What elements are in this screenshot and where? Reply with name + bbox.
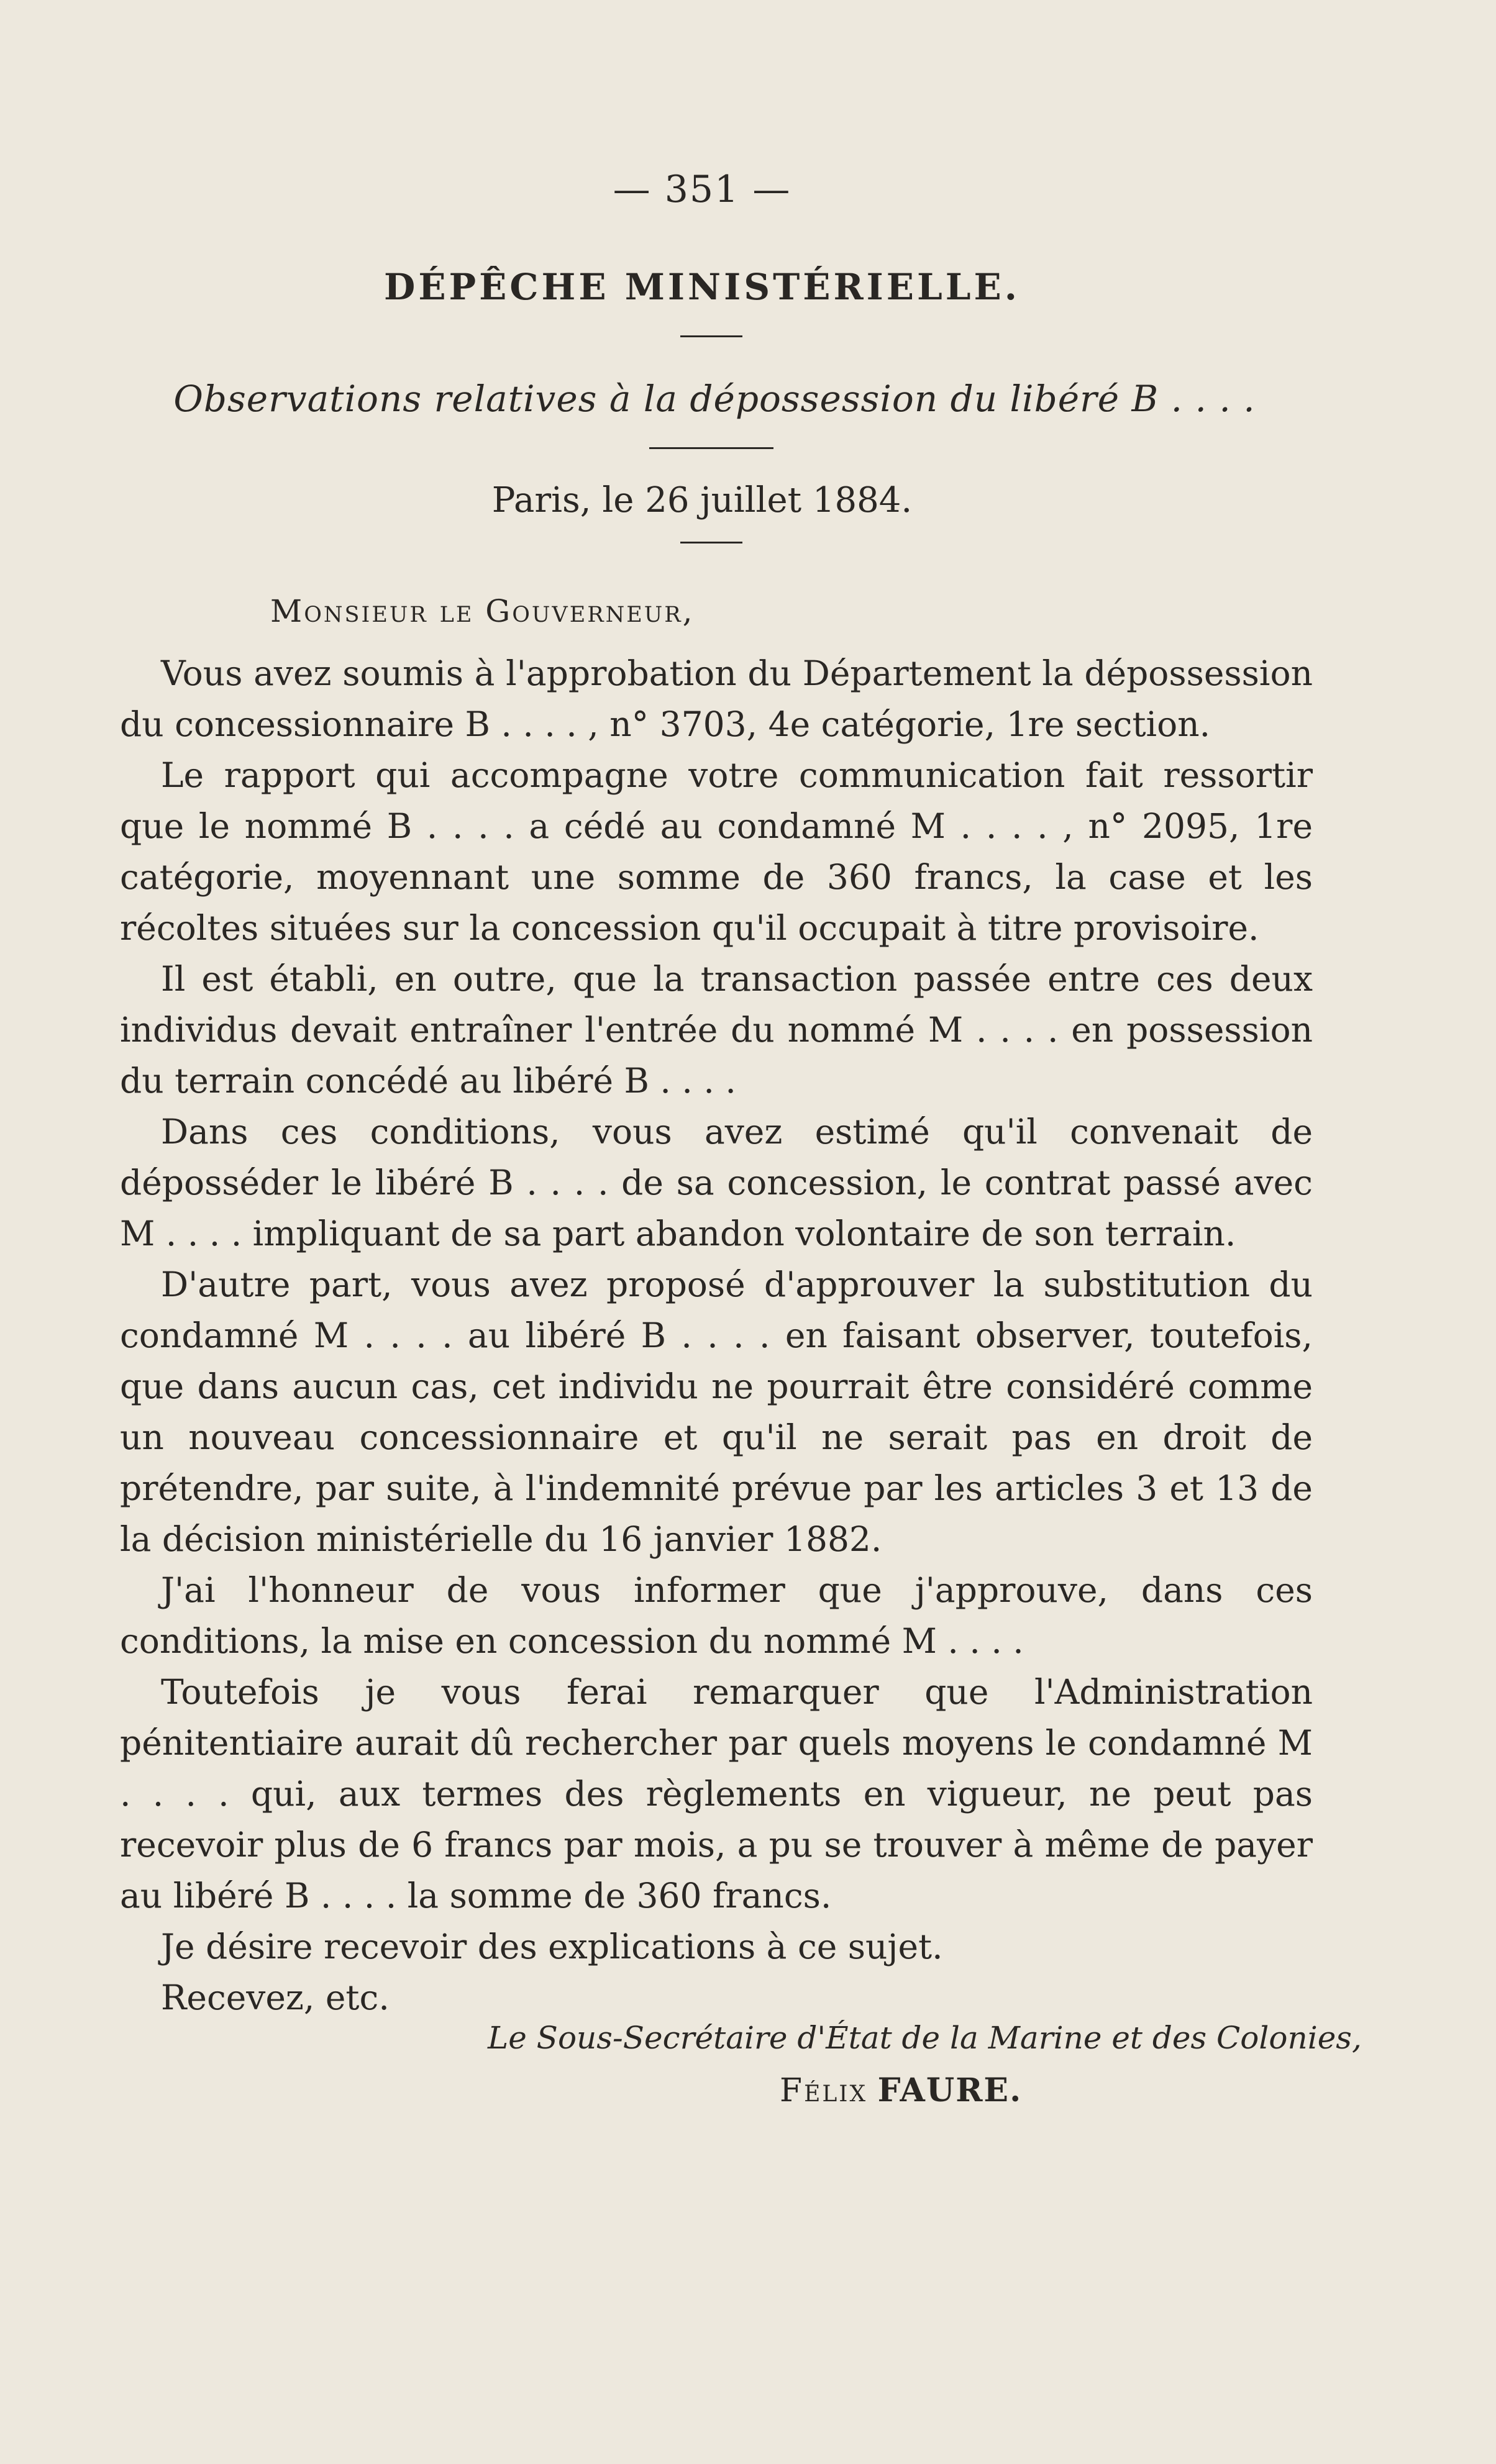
signature-given-name: Félix (780, 2072, 868, 2109)
signature-family-name: FAURE. (877, 2071, 1023, 2109)
paragraph-4: Dans ces conditions, vous avez estimé qu'il convenait de déposséder le libéré B . . . . de sa concession, le contrat passé avec M . . . . impliquant de sa part abandon volontaire de son terrain. (120, 1112, 1313, 1253)
dateline-divider (680, 542, 742, 543)
document-heading: DÉPÊCHE MINISTÉRIELLE. (384, 266, 1020, 308)
paragraph-8: Je désire recevoir des explications à ce sujet. (161, 1927, 943, 1966)
page-number: — 351 — (613, 168, 791, 211)
heading-divider (680, 335, 742, 337)
paragraph-3: Il est établi, en outre, que la transaction passée entre ces deux individus devait entraîner l'entrée du nommé M . . . . en possession du terrain concédé au libéré B . . . . (120, 959, 1313, 1101)
paragraph-9: Recevez, etc. (161, 1978, 390, 2017)
paragraph-5: D'autre part, vous avez proposé d'approuver la substitution du condamné M . . . . au libéré B . . . . en faisant observer, toutefois, que dans aucun cas, cet individu ne pourrait être considéré comme un nouveau concessionnaire et qu'il ne serait pas en droit de prétendre, par suite, à l'indemnité prévue par les articles 3 et 13 de la décision ministérielle du 16 janvier 1882. (120, 1265, 1313, 1559)
signature-title: Le Sous-Secrétaire d'État de la Marine et des Colonies, (488, 2020, 1362, 2056)
subtitle-divider (649, 447, 773, 449)
paragraph-7: Toutefois je vous ferai remarquer que l'Administration pénitentiaire aurait dû rechercher par quels moyens le condamné M . . . . qui, aux termes des règlements en vigueur, ne peut pas recevoir plus de 6 francs par mois, a pu se trouver à même de payer au libéré B . . . . la somme de 360 francs. (120, 1672, 1313, 1916)
document-subtitle: Observations relatives à la dépossession du libéré B . . . . (173, 378, 1256, 420)
dateline: Paris, le 26 juillet 1884. (491, 480, 913, 521)
letter-body (120, 648, 1313, 2023)
paragraph-2: Le rapport qui accompagne votre communication fait ressortir que le nommé B . . . . a cédé au condamné M . . . . , n° 2095, 1re catégorie, moyennant une somme de 360 francs, la case et les récoltes situées sur la concession qu'il occupait à titre provisoire. (120, 755, 1313, 948)
paragraph-1: Vous avez soumis à l'approbation du Département la dépossession du concessionnaire B . . . . , n° 3703, 4e catégorie, 1re section. (120, 653, 1313, 744)
signature-name (780, 2071, 1022, 2109)
salutation: Monsieur le Gouverneur, (270, 593, 695, 629)
paragraph-6: J'ai l'honneur de vous informer que j'approuve, dans ces conditions, la mise en concession du nommé M . . . . (120, 1570, 1313, 1661)
